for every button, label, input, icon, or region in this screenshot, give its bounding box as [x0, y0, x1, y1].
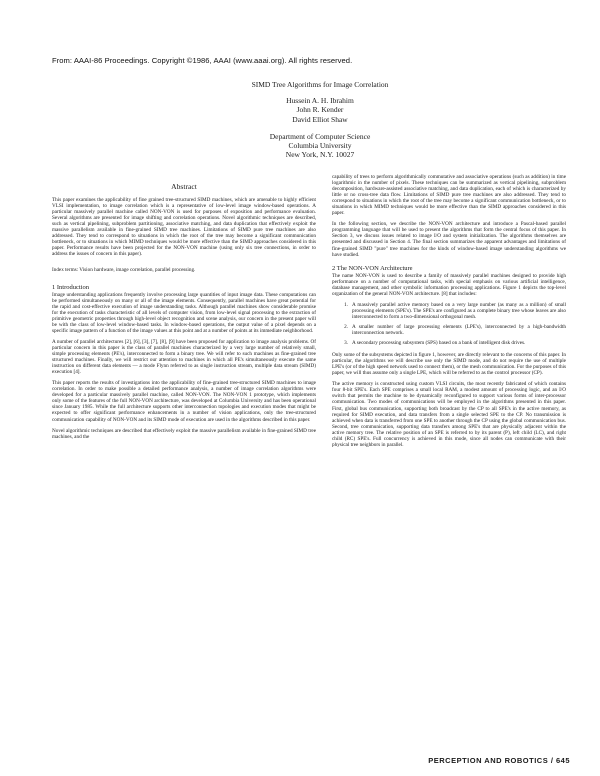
footer-section: PERCEPTION AND ROBOTICS	[428, 756, 549, 765]
abstract-text: This paper examines the applicability of fine grained tree-structured SIMD machines, which are amenable to highly efficient VLSI implementation, to image correlation which is a representative of low-level image window-based operations. A particular massively parallel machine called NON-VON is used for purposes of exposition and performance evaluation. Several algorithms are presented for image shifting and correlation operations. Novel algorithmic techniques are described, such as vertical pipelining, subproblem partitioning, associative matching, and data duplication that effectively exploit the massive parallelism available in fine-grained SIMD tree machines. Limitations of SIMD pure tree machines are also addressed. They tend to correspond to situations in which the root of the tree may become a significant communication bottleneck, or to situations in which MIMD techniques would be more effective than the SIMD approaches considered in this paper. Performance results have been projected for the NON-VON machine (using only six tree connections, in order to address the issues of concern in this paper).	[52, 197, 316, 258]
abstract-heading: Abstract	[171, 182, 197, 191]
architecture-details: The active memory is constructed using custom VLSI circuits, the most recently fabricated of which contains four 8-bit SPE's. Each SPE comprises a small local RAM, a modest amount of processing logic, and an I/O switch that permits the machine to be dynamically reconfigured to support various forms of inter-processor communication. Two modes of communications will be employed in the algorithms presented in this paper. First, global bus communication, supporting both broadcast by the CP to all SPE's in the active memory, as required for SIMD execution, and data transfers from a single selected SPE to the CP. No transmission is achieved when data is transferred from one SPE to another through the CP using the global communication bus. Second, tree communication, supporting data transfers among SPE's that are physically adjacent within the active memory tree. The relative position of an SPE is referred to by its parent (P), left child (LC), and right child (RC) SPE's. Full concurrency is achieved in this mode, since all nodes can communicate with their physical tree neighbors in parallel.	[332, 381, 566, 448]
city: New York, N.Y. 10027	[285, 150, 355, 160]
paper-header	[120, 80, 520, 159]
introduction-paragraph: This paper reports the results of investigations into the applicability of fine-grained tree-structured SIMD machines to image correlation. In order to make possible a detailed performance analysis, a number of image correlation algorithms were developed for a particular massively parallel machine, called NON-VON. The NON-VON 1 prototype, which implements only some of the features of the full NON-VON architecture, was developed at Columbia University and has been operational since January 1985. While the full architecture supports other interconnection topologies and execution modes that might be expected to offer significant performance enhancements in a number of vision applications, only the tree-structured communication capability of NON-VON and its SIMD mode of execution are used in the algorithms described in this paper.	[52, 380, 316, 423]
author: John R. Kender	[296, 105, 344, 115]
university: Columbia University	[288, 141, 352, 151]
introduction-paragraph: Image understanding applications frequently involve processing large quantities of input image data. These computations can be performed simultaneously on many or all of the image elements. Consequently, parallel machines have great potential for the rapid and cost-effective execution of image understanding tasks. Although parallel machines show considerable promise for the execution of tasks characteristic of all levels of computer vision, from low-level signal processing to the extraction of primitive geometric properties through high-level object recognition and scene analysis, our concern in the present paper will be with the class of low-level window-based tasks. In window-based operations, the output value of a pixel depends on a specific image pattern of a function of the image values at this point and at a number of points at its immediate neighborhood.	[52, 291, 316, 334]
right-intro-paragraph: capability of trees to perform algorithmically commutative and associative operations (such as addition) in time logarithmic in the number of pixels. These techniques can be summarized as vertical pipelining, subproblem decomposition, hardware-assisted associative matching, and data duplication, each of which is characterized by little or no cross-tree data flow. Limitations of SIMD pure tree machines are also addressed. They tend to correspond to situations in which the root of the tree may become a significant communication bottleneck, or to situations in which MIMD techniques would be more effective than the SIMD approaches considered in this paper.	[332, 174, 566, 217]
page-footer	[410, 756, 570, 765]
architecture-note: Only some of the subsystems depicted in figure 1, however, are directly relevant to the concerns of this paper. In particular, the algorithms we will describe use only the SIMD mode, and do not require the use of multiple LPE's (or of the high speed network used to connect them), or the mesh communication. For the purposes of this paper, we will thus assume only a single LPE, which will be referred to as the control processor (CP).	[332, 352, 566, 377]
right-column	[332, 174, 566, 453]
right-intro-paragraph: In the following section, we describe the NON-VON architecture and introduce a Pascal-based parallel programming language that will be used to present the algorithms that form the central focus of this paper. In Section 3, we discuss issues related to image I/O and system initialization. The algorithms themselves are presented and discussed in Section 4. The final section summarizes the apparent advantages and limitations of fine-grained SIMD "pure" tree machines for the kinds of window-based image understanding algorithms we have studied.	[332, 221, 566, 258]
architecture-list	[338, 302, 566, 346]
source-note: From: AAAI-86 Proceedings. Copyright ©1986, AAAI (www.aaai.org). All rights reserved.	[52, 56, 353, 65]
introduction-heading: 1 Introduction	[52, 283, 90, 291]
page-number: / 645	[550, 756, 570, 765]
architecture-intro: The name NON-VON is used to describe a family of massively parallel machines designed to provide high performance on a number of computational tasks, with special emphasis on various artificial intelligence, database management, and other symbolic information processing applications. Figure 1 depicts the top-level organization of the general NON-VON architecture. [8] that includes:	[332, 272, 566, 297]
list-item: 2. A smaller number of large processing elements (LPE's), interconnected by a high-bandwidth interconnection network.	[344, 323, 566, 337]
paper-title: SIMD Tree Algorithms for Image Correlation	[251, 80, 389, 89]
left-column	[52, 180, 316, 445]
author: David Elliot Shaw	[292, 114, 348, 124]
department: Department of Computer Science	[269, 131, 371, 141]
architecture-heading: 2 The NON-VON Architecture	[332, 264, 413, 272]
author: Hussein A. H. Ibrahim	[286, 96, 354, 106]
introduction-paragraph: A number of parallel architectures [2], [6], [3], [7], [8], [9] have been proposed for application to image analysis problems. Of particular concern in this paper is the class of parallel machines characterized by a very large number of relatively small, simple processing elements (PE's), interconnected to form a binary tree. We will refer to such machines as fine-grained tree structured machines. Finally, we will restrict our attention to machines in which all PE's simultaneously execute the same instruction on different data elements — a mode Flynn referred to as single instruction stream, multiple data stream (SIMD) execution [4].	[52, 338, 316, 376]
list-item: 3. A secondary processing subsystem (SPS) based on a bank of intelligent disk drives.	[344, 340, 526, 347]
list-item: 1. A massively parallel active memory based on a very large number (as many as a million) of small processing elements (SPE's). The SPE's are configured as a complete binary tree whose leaves are also interconnected to form a two-dimensional orthogonal mesh.	[344, 301, 566, 320]
index-terms: Index terms: Vision hardware, image correlation, parallel processing.	[52, 266, 196, 273]
introduction-paragraph: Novel algorithmic techniques are described that effectively exploit the massive parallelism available in fine-grained SIMD tree machines, and the	[52, 427, 316, 440]
